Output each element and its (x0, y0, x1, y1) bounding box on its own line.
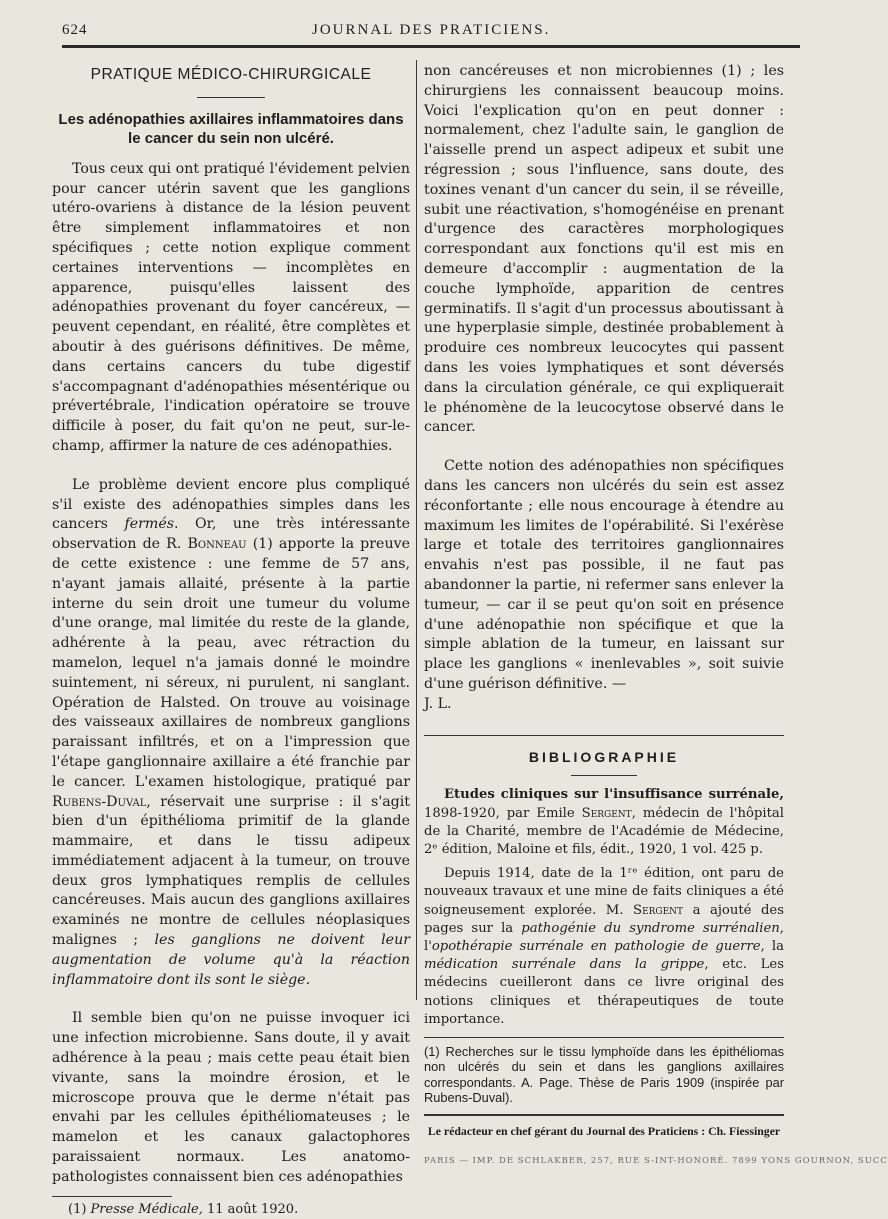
column-divider (416, 60, 417, 1000)
paragraph: Cette notion des adénopathies non spécifiques dans les cancers non ulcérés du sein est assez réconfortante ; elle nous encourage à étendre au maximum les limites de l'opérabilité. Si l'exérèse large et totale des territoires ganglionnaires envahis n'est pas possible, il ne faut pas abandonner la partie, ni refermer sans enlever la tumeur, — car il se peut qu'on soit en présence d'une adénopathie non spécifique et que la simple ablation de la tumeur, en laissant sur place les ganglions « inenlevables », soit suivie d'une guérison définitive. — (424, 458, 784, 692)
author-name: Rubens-Duval (52, 793, 147, 810)
article-title: Les adénopathies axillaires inflammatoires dans le cancer du sein non ulcéré. (58, 110, 404, 147)
footnote: (1) Recherches sur le tissu lymphoïde dans les épithéliomas non ulcérés du sein et dans les ganglions axillaires correspondants. A. Page. Thèse de Paris 1909 (inspirée par Rubens-Duval). (424, 1043, 784, 1106)
book-review: Depuis 1914, date de la 1ʳᵉ édition, ont paru de nouveaux travaux et une mine de faits cliniques a été soigneusement explorée. M. Sergent a ajouté des pages sur la pathogénie du syndrome surrénalien, l'opothérapie surrénale en pathologie de guerre, la médication surrénale dans la grippe, etc. Les médecins cueilleront dans ce livre original des notions cliniques et thérapeutiques de toute importance. (424, 866, 784, 1027)
bibliography-rule (424, 735, 784, 736)
article-signature: J. L. (424, 695, 452, 712)
header-rule (62, 45, 800, 48)
right-column (424, 62, 888, 1172)
paragraph: non cancéreuses et non microbiennes (1) ; les chirurgiens les connaissent beaucoup moins. Voici l'explication qu'on en peut donner : normalement, chez l'adulte sain, le ganglion de l'aisselle prend un aspect adipeux et subit une régression ; sous l'influence, sans doute, des toxines venant d'un cancer du sein, il se réveille, subit une réactivation, s'homogénéise en prenant d'urgence des caractères morphologiques correspondant aux fonctions qu'il est mis en demeure d'accomplir : augmentation de la couche lymphoïde, apparition de centres germinatifs. Il s'agit d'un processus aboutissant à une hyperplasie simple, destinée probablement à produire ces nombreux leucocytes qui passent dans les voies lymphatiques et sont déversés dans la circulation générale, ce qui expliquerait le phénomène de la leucocytose observé dans le cancer. (424, 63, 784, 436)
left-column (52, 62, 410, 1219)
editor-imprint: Le rédacteur en chef gérant du Journal des Praticiens : Ch. Fiessinger (427, 1123, 781, 1138)
footnote: (1) Presse Médicale, 11 août 1920. (68, 1201, 299, 1217)
journal-title: JOURNAL DES PRATICIENS. (312, 22, 551, 38)
author-name: Bonneau (187, 536, 247, 553)
section-title: PRATIQUE MÉDICO-CHIRURGICALE (90, 66, 372, 83)
paragraph: Tous ceux qui ont pratiqué l'évidement pelvien pour cancer utérin savent que les ganglions utéro-ovariens à distance de la lésion peuvent être simplement inflammatoires et non spécifiques ; cette notion explique comment certaines interventions — incomplètes en apparence, puisqu'elles laissent des adénopathies provenant du foyer cancéreux, — peuvent cependant, en réalité, être complètes et aboutir à des guérisons définitives. De même, dans certains cancers du tube digestif s'accompagnant d'adénopathies mésentérique ou prévertébrale, l'indication opératoire se trouve difficile à poser, du fait qu'on ne peut, sur-le-champ, affirmer la nature de ces adénopathies. (52, 160, 410, 454)
footnote-rule (52, 1196, 172, 1197)
bibliography-title: BIBLIOGRAPHIE (528, 748, 680, 765)
book-entry: Etudes cliniques sur l'insuffisance surrénale, 1898-1920, par Emile Sergent, médecin de l'hôpital de la Charité, membre de l'Académie de Médecine, 2ᵉ édition, Maloine et fils, édit., 1920, 1 vol. 425 p. (424, 787, 784, 857)
imprint-rule (424, 1114, 784, 1116)
section-rule (197, 97, 265, 98)
printer-imprint: PARIS — IMP. DE SCHLAKBER, 257, RUE S-INT-HONORÉ. 7899 YONS GOURNON, SUCC (424, 1155, 888, 1166)
page-header (62, 18, 780, 46)
paragraph: Il semble bien qu'on ne puisse invoquer ici une infection microbienne. Sans doute, il y avait adhérence à la peau ; mais cette peau était bien vivante, sans la moindre érosion, et le microscope prouva que le derme n'était pas envahi par les cellules épithéliomateuses ; le mamelon et les canaux galactophores paraissaient normaux. Les anatomo-pathologistes connaissent bien ces adénopathies (52, 1010, 410, 1185)
bibliography-short-rule (571, 775, 637, 776)
paragraph: Le problème devient encore plus compliqué s'il existe des adénopathies simples dans les cancers fermés. Or, une très intéressante observation de R. Bonneau (1) apporte la preuve de cette existence : une femme de 57 ans, n'ayant jamais allaité, présente à la partie interne du sein droit une tumeur du volume d'une orange, mal limitée du reste de la glande, adhérente à la peau, avec rétraction du mamelon, lequel n'a jamais donné le moindre suintement, ni séreux, ni purulent, ni sanglant. Opération de Halsted. On trouve au voisinage des vaisseaux axillaires de nombreux ganglions paraissant infiltrés, et on a l'impression que l'étape ganglionnaire axillaire a été franchie par le cancer. L'examen histologique, pratiqué par Rubens-Duval, réservait une surprise : il s'agit bien d'un épithélioma primitif de la glande mammaire, et dans le tissu adipeux immédiatement adjacent à la tumeur, on trouve deux gros lymphatiques remplis de cellules cancéreuses. Mais aucun des ganglions axillaires examinés ne montre de cellules néoplasiques malignes ; les ganglions ne doivent leur augmentation de volume qu'à la réaction inflammatoire dont ils sont le siège. (52, 476, 410, 988)
footnote-rule (424, 1037, 784, 1038)
page-number: 624 (62, 22, 88, 38)
